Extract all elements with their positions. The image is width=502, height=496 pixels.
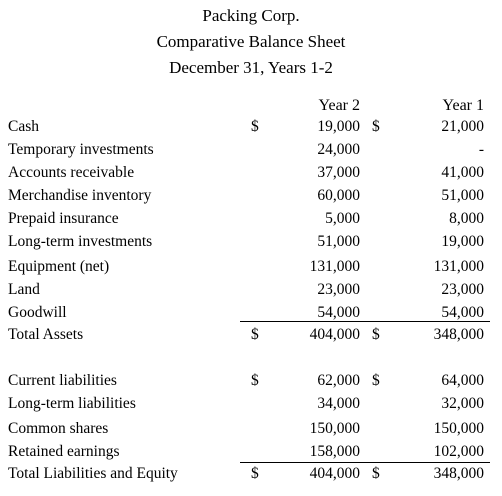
dollar-sign-year2: $ xyxy=(251,118,259,135)
row-label: Land xyxy=(8,281,40,298)
dollar-sign-year2: $ xyxy=(251,326,259,343)
row-label: Total Assets xyxy=(8,326,84,343)
row-label: Accounts receivable xyxy=(8,164,135,181)
row-label: Total Liabilities and Equity xyxy=(8,465,178,482)
amount-year1: 64,000 xyxy=(441,372,484,389)
row-label: Prepaid insurance xyxy=(8,210,119,227)
liabilities-subtotal-rule xyxy=(240,462,490,463)
amount-year1: 21,000 xyxy=(441,118,484,135)
row-label: Current liabilities xyxy=(8,372,117,389)
dollar-sign-year1: $ xyxy=(372,372,380,389)
amount-year1: 19,000 xyxy=(441,233,484,250)
amount-year1: 102,000 xyxy=(433,443,484,460)
amount-year2: 62,000 xyxy=(317,372,360,389)
amount-year1: 41,000 xyxy=(441,164,484,181)
row-label: Temporary investments xyxy=(8,141,154,158)
dollar-sign-year1: $ xyxy=(372,326,380,343)
assets-subtotal-rule xyxy=(240,321,490,322)
amount-year2: 51,000 xyxy=(317,233,360,250)
row-label: Merchandise inventory xyxy=(8,187,152,204)
amount-year1: 8,000 xyxy=(449,210,484,227)
amount-year2: 19,000 xyxy=(317,118,360,135)
statement-date: December 31, Years 1-2 xyxy=(169,58,333,77)
dollar-sign-year1: $ xyxy=(372,465,380,482)
amount-year2: 34,000 xyxy=(317,395,360,412)
amount-year1: 51,000 xyxy=(441,187,484,204)
amount-year2: 5,000 xyxy=(325,210,360,227)
amount-year1: 54,000 xyxy=(441,304,484,321)
amount-year1: 23,000 xyxy=(441,281,484,298)
row-label: Long-term investments xyxy=(8,233,153,250)
amount-year1: 150,000 xyxy=(433,420,484,437)
amount-year2: 404,000 xyxy=(309,326,360,343)
amount-year2: 23,000 xyxy=(317,281,360,298)
column-header-year1: Year 1 xyxy=(442,97,484,114)
row-label: Common shares xyxy=(8,420,109,437)
column-header-year2: Year 2 xyxy=(318,97,360,114)
amount-year2: 37,000 xyxy=(317,164,360,181)
amount-year2: 24,000 xyxy=(317,141,360,158)
dollar-sign-year2: $ xyxy=(251,372,259,389)
company-name: Packing Corp. xyxy=(202,6,300,25)
dollar-sign-year2: $ xyxy=(251,465,259,482)
amount-year1: 348,000 xyxy=(433,465,484,482)
amount-year1: 131,000 xyxy=(433,258,484,275)
amount-year2: 131,000 xyxy=(309,258,360,275)
statement-title: Comparative Balance Sheet xyxy=(156,32,346,51)
amount-year2: 158,000 xyxy=(309,443,360,460)
amount-year2: 404,000 xyxy=(309,465,360,482)
row-label: Goodwill xyxy=(8,304,67,321)
amount-year1: 32,000 xyxy=(441,395,484,412)
amount-year1: 348,000 xyxy=(433,326,484,343)
dollar-sign-year1: $ xyxy=(372,118,380,135)
amount-year2: 54,000 xyxy=(317,304,360,321)
amount-year2: 150,000 xyxy=(309,420,360,437)
amount-year1: - xyxy=(478,141,484,158)
row-label: Long-term liabilities xyxy=(8,395,136,412)
row-label: Retained earnings xyxy=(8,443,120,460)
amount-year2: 60,000 xyxy=(317,187,360,204)
row-label: Cash xyxy=(8,118,39,135)
row-label: Equipment (net) xyxy=(8,258,110,275)
